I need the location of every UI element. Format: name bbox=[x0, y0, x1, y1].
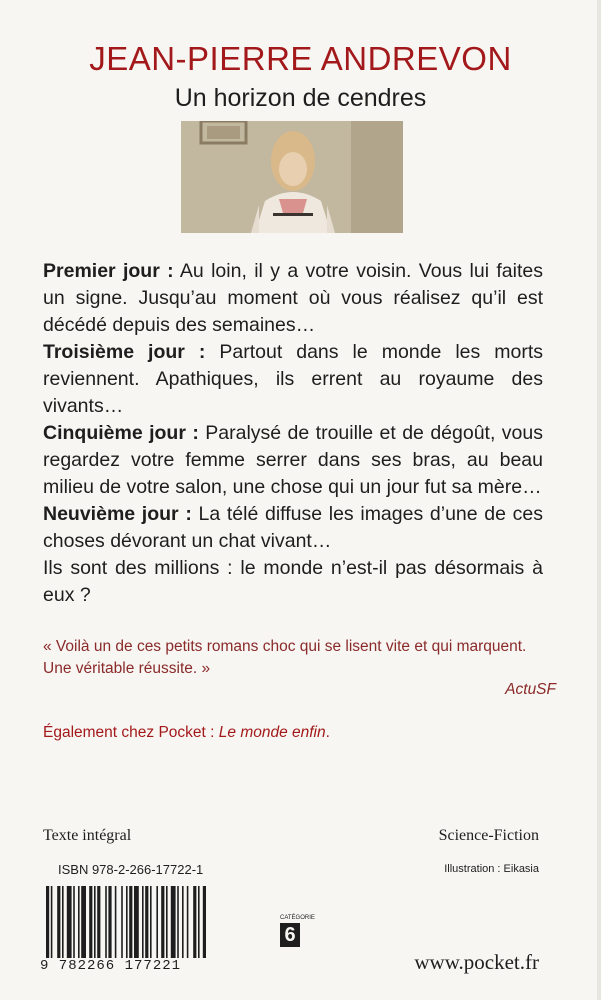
also-prefix: Également chez Pocket : bbox=[43, 724, 219, 741]
barcode-bar bbox=[134, 886, 139, 958]
barcode-bar bbox=[89, 886, 92, 958]
blurb-paragraph bbox=[43, 501, 543, 555]
barcode-digits: 9 782266 177221 bbox=[40, 958, 182, 974]
book-title: Un horizon de cendres bbox=[174, 84, 427, 112]
publisher-url: www.pocket.fr bbox=[414, 950, 539, 974]
barcode-bar bbox=[108, 886, 111, 958]
barcode-bar bbox=[193, 886, 196, 958]
barcode-bar bbox=[46, 886, 49, 958]
barcode-bar bbox=[161, 886, 164, 958]
barcode-bar bbox=[198, 886, 200, 958]
genre-label: Science-Fiction bbox=[438, 827, 539, 844]
barcode-bar bbox=[187, 886, 189, 958]
barcode-bar bbox=[51, 886, 53, 958]
also-by-pocket bbox=[43, 724, 330, 742]
blurb-day-label: Troisième jour : bbox=[43, 341, 206, 363]
barcode-bar bbox=[94, 886, 96, 958]
barcode-bar bbox=[142, 886, 144, 958]
author-name: JEAN-PIERRE ANDREVON bbox=[89, 40, 512, 77]
blurb-text bbox=[43, 258, 543, 609]
barcode-bar bbox=[171, 886, 176, 958]
blurb-paragraph bbox=[43, 258, 543, 339]
cover-illustration bbox=[181, 121, 403, 233]
press-quote-source: ActuSF bbox=[505, 681, 556, 698]
barcode-bar bbox=[67, 886, 72, 958]
blurb-day-text: Au loin, il y a votre voisin. Vous lui faites un signe. Jusqu’au moment où vous réalisez qu’il est décédé depuis des semaines… bbox=[43, 260, 543, 336]
blurb-day-label: Neuvième jour : bbox=[43, 503, 192, 525]
category-value: 6 bbox=[280, 923, 300, 947]
illustration-credit: Illustration : Eikasia bbox=[444, 863, 539, 875]
barcode-bar bbox=[62, 886, 64, 958]
barcode-bar bbox=[78, 886, 80, 958]
blurb-day-text: Paralysé de trouille et de dégoût, vous regardez votre femme serrer dans ses bras, au beau milieu de votre salon, une chose qui un jour fut sa mère… bbox=[43, 422, 543, 498]
barcode-bar bbox=[203, 886, 206, 958]
barcode-bar bbox=[166, 886, 168, 958]
barcode-bar bbox=[177, 886, 179, 958]
press-quote: « Voilà un de ces petits romans choc qui se lisent vite et qui marquent. Une véritable réussite. » bbox=[43, 638, 527, 677]
blurb-day-text: Partout dans le monde les morts reviennent. Apathiques, ils errent au royaume des vivants… bbox=[43, 341, 544, 417]
blurb-paragraph bbox=[43, 339, 543, 420]
spine-edge bbox=[597, 0, 601, 1000]
barcode-bar bbox=[121, 886, 123, 958]
girl-photo-illustration bbox=[181, 121, 403, 233]
blurb-paragraph bbox=[43, 420, 543, 501]
barcode-bars bbox=[40, 878, 260, 958]
edition-note: Texte intégral bbox=[43, 827, 132, 844]
blurb-day-label: Cinquième jour : bbox=[43, 422, 199, 444]
barcode-bar bbox=[182, 886, 184, 958]
blurb-paragraph bbox=[43, 555, 543, 609]
barcode-bar bbox=[73, 886, 75, 958]
barcode-bar bbox=[57, 886, 60, 958]
category-label: CATÉGORIE bbox=[280, 915, 315, 921]
barcode-bar bbox=[129, 886, 132, 958]
isbn-text: ISBN 978-2-266-17722-1 bbox=[58, 862, 204, 877]
price-category bbox=[280, 915, 315, 947]
barcode-bar bbox=[81, 886, 86, 958]
blurb-conclusion: Ils sont des millions : le monde n’est-il pas désormais à eux ? bbox=[43, 557, 543, 606]
barcode-bar bbox=[97, 886, 100, 958]
blurb-day-text: La télé diffuse les images d’une de ces choses dévorant un chat vivant… bbox=[43, 503, 543, 552]
barcode-bar bbox=[150, 886, 152, 958]
blurb-day-label: Premier jour : bbox=[43, 260, 174, 282]
barcode-bar bbox=[156, 886, 158, 958]
barcode-bar bbox=[126, 886, 128, 958]
barcode-bar bbox=[105, 886, 107, 958]
also-suffix: . bbox=[325, 724, 330, 741]
barcode-bar bbox=[145, 886, 148, 958]
also-book-title: Le monde enfin bbox=[218, 724, 326, 741]
barcode-bar bbox=[115, 886, 117, 958]
